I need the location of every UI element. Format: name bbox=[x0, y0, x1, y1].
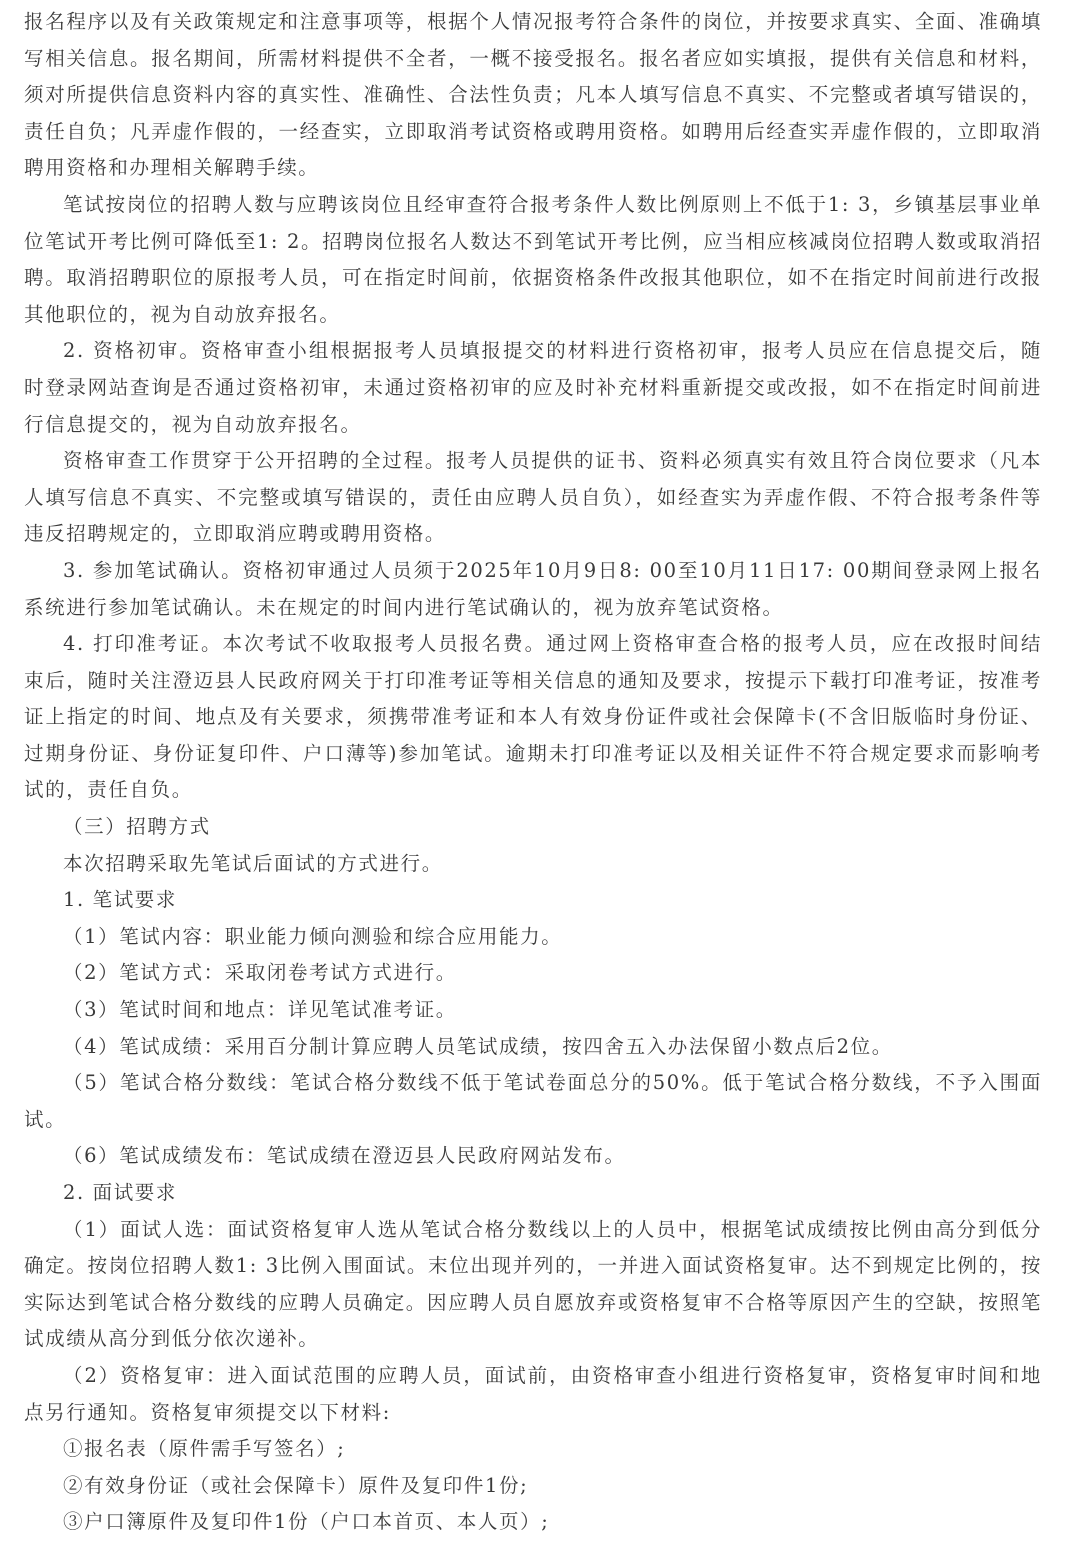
item-exam-time-place: （3）笔试时间和地点：详见笔试准考证。 bbox=[63, 998, 457, 1022]
item-exam-format: （2）笔试方式：采取闭卷考试方式进行。 bbox=[63, 961, 457, 985]
document-body bbox=[24, 4, 1042, 1541]
paragraph-print-admission-ticket: 4. 打印准考证。本次考试不收取报考人员报名费。通过网上资格审查合格的报考人员，应在改报时间结束后，随时关注澄迈县人民政府网关于打印准考证等相关信息的通知及要求，按提示下载打印准考证，按准考证上指定的时间、地点及有关要求，须携带准考证和本人有效身份证件或社会保障卡(不含旧版临时身份证、过期身份证、身份证复印件、户口薄等)参加笔试。逾期未打印准考证以及相关证件不符合规定要求而影响考试的，责任自负。 bbox=[24, 632, 1042, 802]
item-interview-candidates: （1）面试人选：面试资格复审人选从笔试合格分数线以上的人员中，根据笔试成绩按比例由高分到低分确定。按岗位招聘人数1: 3比例入围面试。末位出现并列的，一并进入面试资格复审。达不到规定比例的，按实际达到笔试合格分数线的应聘人员确定。因应聘人员自愿放弃或资格复审不合格等原因产生的空缺，按照笔试成绩从高分到低分依次递补。 bbox=[24, 1217, 1042, 1351]
item-qualification-recheck: （2）资格复审：进入面试范围的应聘人员，面试前，由资格审查小组进行资格复审，资格复审时间和地点另行通知。资格复审须提交以下材料: bbox=[24, 1363, 1042, 1424]
paragraph-review-throughout: 资格审查工作贯穿于公开招聘的全过程。报考人员提供的证书、资料必须真实有效且符合岗位要求（凡本人填写信息不真实、不完整或填写错误的，责任由应聘人员自负），如经查实为弄虚作假、不符合报考条件等违反招聘规定的，立即取消应聘或聘用资格。 bbox=[24, 449, 1042, 546]
item-exam-content: （1）笔试内容：职业能力倾向测验和综合应用能力。 bbox=[63, 924, 563, 948]
subheading-written-exam: 1. 笔试要求 bbox=[63, 888, 178, 912]
item-exam-score: （4）笔试成绩：采用百分制计算应聘人员笔试成绩，按四舍五入办法保留小数点后2位。 bbox=[63, 1034, 893, 1058]
paragraph-exam-confirmation: 3. 参加笔试确认。资格初审通过人员须于2025年10月9日8: 00至10月11日17: 00期间登录网上报名系统进行参加笔试确认。未在规定的时间内进行笔试确认的，视为放弃笔试资格。 bbox=[24, 558, 1042, 619]
list-item-household-register: ③户口簿原件及复印件1份（户口本首页、本人页）; bbox=[63, 1510, 550, 1534]
paragraph-qualification-review: 2. 资格初审。资格审查小组根据报考人员填报提交的材料进行资格初审，报考人员应在信息提交后，随时登录网站查询是否通过资格初审，未通过资格初审的应及时补充材料重新提交或改报，如不在指定时间前进行信息提交的，视为自动放弃报名。 bbox=[24, 339, 1042, 436]
list-item-id-card: ②有效身份证（或社会保障卡）原件及复印件1份; bbox=[63, 1473, 529, 1497]
list-item-registration-form: ①报名表（原件需手写签名）; bbox=[63, 1437, 346, 1461]
paragraph-exam-ratio: 笔试按岗位的招聘人数与应聘该岗位且经审查符合报考条件人数比例原则上不低于1: 3，乡镇基层事业单位笔试开考比例可降低至1: 2。招聘岗位报名人数达不到笔试开考比例，应当相应核减岗位招聘人数或取消招聘。取消招聘职位的原报考人员，可在指定时间前，依据资格条件改报其他职位，如不在指定时间前进行改报其他职位的，视为自动放弃报名。 bbox=[24, 192, 1042, 326]
subheading-interview: 2. 面试要求 bbox=[63, 1181, 178, 1204]
paragraph-method-intro: 本次招聘采取先笔试后面试的方式进行。 bbox=[63, 851, 443, 875]
item-score-release: （6）笔试成绩发布：笔试成绩在澄迈县人民政府网站发布。 bbox=[63, 1144, 626, 1168]
item-passing-score: （5）笔试合格分数线：笔试合格分数线不低于笔试卷面总分的50%。低于笔试合格分数线，不予入围面试。 bbox=[24, 1071, 1042, 1131]
paragraph-registration-notes: 报名程序以及有关政策规定和注意事项等，根据个人情况报考符合条件的岗位，并按要求真实、全面、准确填写相关信息。报名期间，所需材料提供不全者，一概不接受报名。报名者应如实填报，提供有关信息和材料，须对所提供信息资料内容的真实性、准确性、合法性负责；凡本人填写信息不真实、不完整或者填写错误的，责任自负；凡弄虚作假的，一经查实，立即取消考试资格或聘用资格。如聘用后经查实弄虚作假的，立即取消聘用资格和办理相关解聘手续。 bbox=[24, 10, 1042, 180]
section-heading-recruitment-method: （三）招聘方式 bbox=[63, 815, 211, 839]
